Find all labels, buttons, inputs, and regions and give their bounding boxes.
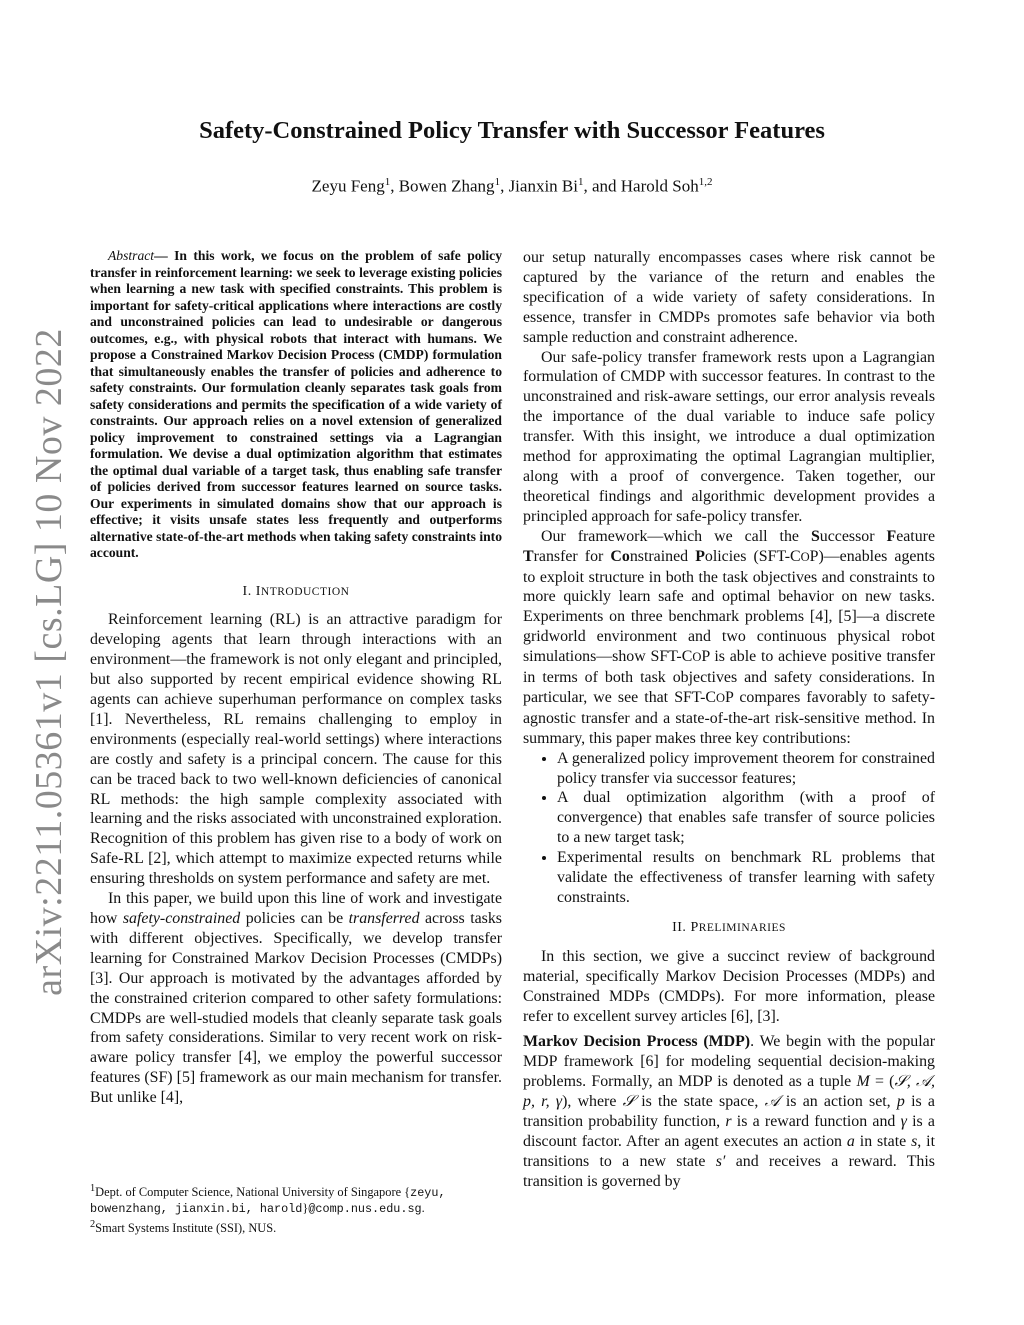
section-title-cap: I [255, 583, 261, 599]
arxiv-stamp [28, 328, 71, 996]
math: M [856, 1073, 870, 1091]
paragraph-heading: Markov Decision Process (MDP) [523, 1033, 751, 1051]
text-span: olicies ( [704, 547, 759, 565]
abstract-text: In this work, we focus on the problem of safe policy transfer in reinforcement learning: we seek to leverage existing policies when learning a new task with specified constraints. This problem is important for safety-critical applications where interactions are costly and unconstrained policies can lead to undesirable or dangerous outcomes, e.g., with physical robots that interact with humans. We propose a Constrained Markov Decision Process (CMDP) formulation that simultaneously enables the transfer of policies and adherence to safety constraints. Our formulation cleanly separates task goals from safety considerations and permits the specification of a wide variety of constraints. Our approach relies on a novel extension of generalized policy improvement to constrained settings via a Lagrangian formulation. We devise a dual optimization algorithm that estimates the optimal dual variable of a target task, thus enabling safe transfer of policies derived from successor features learned on source tasks. Our experiments in simulated domains show that our approach is effective; it visits unsafe states less frequently and outperforms alternative state-of-the-art methods when taking safety constraints into account. [90, 248, 502, 560]
left-column [90, 248, 502, 1108]
method-name-end: P [809, 547, 819, 565]
author-name: Jianxin Bi [508, 176, 578, 196]
method-name-sc: O [692, 650, 702, 665]
method-name: SFT-C [758, 547, 801, 565]
text-span: )—enables agents to exploit structure in both the task objectives and constraints to more quickly learn safe and optimal behavior on new tasks. Experiments on three benchmark problems [4], [5]—a discrete gridworld environment and two continuous physical robot simulations—show [523, 547, 935, 666]
mdp-paragraph [523, 1032, 935, 1191]
emphasis: transferred [348, 910, 420, 927]
math: ), where [562, 1093, 623, 1111]
section-heading-preliminaries [523, 918, 935, 939]
acronym-letter: F [886, 527, 897, 545]
section-title-rest: RELIMINARIES [698, 921, 786, 934]
list-item: • Experimental results on benchmark RL problems that validate the effectiveness of transfer learning with safety constraints. [557, 848, 935, 908]
text-span: is the state space, [634, 1093, 765, 1111]
method-name-end: P [725, 688, 734, 706]
paper-title: Safety-Constrained Policy Transfer with Successor Features [199, 117, 825, 144]
email: @comp.nus.edu.sg [308, 1202, 422, 1217]
math: r [725, 1113, 732, 1131]
footnote-marker: 2 [90, 1219, 96, 1231]
text-span: Our framework—which we call the [541, 527, 811, 545]
footnote-line [90, 1217, 502, 1236]
right-column [523, 248, 935, 1192]
method-name-sc: O [716, 690, 726, 705]
text-span: is able to achieve positive transfer in terms of both task objectives and safety considerations. In particular, we see that [523, 648, 935, 706]
math: 𝒮, 𝒜, p, r, γ [523, 1073, 936, 1111]
acronym-letter: S [810, 527, 820, 545]
intro-paragraph [90, 889, 502, 1108]
text-span: is an action set, [779, 1093, 897, 1111]
text-span: , it transitions to a new state [523, 1132, 935, 1170]
footnote [90, 1181, 502, 1236]
math: a [846, 1132, 855, 1150]
math: p [896, 1093, 905, 1111]
author-affiliation: 1 [494, 176, 501, 188]
text-span: and receives a reward. This transition is governed by [523, 1152, 935, 1190]
acronym-letter: Co [610, 547, 630, 565]
author-separator: , [390, 176, 399, 196]
math: 𝒮 [622, 1093, 635, 1111]
footnote-text: } [302, 1201, 309, 1216]
contribution-list [523, 749, 935, 908]
author-affiliation: 1 [384, 176, 391, 188]
footnote-text: Smart Systems Institute (SSI), NUS. [95, 1221, 277, 1236]
text-span: nstrained [629, 547, 696, 565]
acronym-letter: T [523, 547, 534, 565]
section-number: II. [672, 919, 691, 935]
text-span: compares favorably to safety-agnostic transfer and a state-of-the-art risk-sensitive method. In summary, this paper makes three key contributions: [523, 688, 935, 747]
text-span: in state [854, 1132, 912, 1150]
text-span: is a discount factor. After an agent executes an action [523, 1113, 935, 1150]
math: s [911, 1132, 918, 1150]
emphasis: safety-constrained [122, 910, 241, 927]
list-item: • A generalized policy improvement theorem for constrained policy transfer via successor features; [557, 749, 935, 789]
list-item: • A dual optimization algorithm (with a proof of convergence) that enables safe transfer of source policies to a new target task; [557, 788, 935, 848]
author-name: Bowen Zhang [398, 176, 495, 196]
author-separator: , [500, 176, 509, 196]
author-list [0, 176, 1024, 197]
author-name: Harold Soh [620, 176, 699, 196]
email: bowenzhang, jianxin.bi, harold [90, 1202, 303, 1217]
text-span: across tasks with different objectives. Specifically, we develop transfer learning for Constrained Markov Decision Processes (CMDPs) [3]. Our approach is motivated by the advantages afforded by the constrained criterion compared to other safety formulations: CMDPs are well-studied models that cleanly separate task goals from safety considerations. Similar to very recent work on risk-aware policy transfer [4], we employ the powerful successor features (SF) [5] framework as our main mechanism for transfer. But unlike [4], [90, 910, 502, 1107]
text-span: ransfer for [533, 547, 611, 565]
text-span: In this paper, we build upon this line of work and investigate how [90, 890, 502, 927]
body-paragraph [523, 527, 935, 749]
acronym-letter: P [695, 547, 705, 565]
footnote-marker: 1 [90, 1183, 96, 1194]
method-name-end: P [701, 648, 710, 666]
abstract [90, 248, 502, 562]
body-paragraph: In this section, we give a succinct review of background material, specifically Markov Decision Processes (MDPs) and Constrained MDPs (CMDPs). For more information, please refer to excellent survey articles [6], [3]. [523, 947, 935, 1025]
author-name: Zeyu Feng [311, 176, 385, 196]
arxiv-stamp-text: arXiv:2211.05361v1 [cs.LG] 10 Nov 2022 [28, 328, 71, 996]
footnote-line [90, 1181, 502, 1201]
footnote-line [90, 1201, 502, 1217]
text-span: is a reward function and [731, 1113, 901, 1131]
body-paragraph: Our safe-policy transfer framework rests upon a Lagrangian formulation of CMDP with successor features. In contrast to the unconstrained and risk-aware settings, our error analysis reveals the importance of the dual variable to induce safe policy transfer. With this insight, we introduce a dual optimization method for approximating the optimal Lagrangian multiplier, along with a proof of convergence. Taken together, our theoretical findings and algorithmic development provides a principled approach for safe-policy transfer. [523, 348, 935, 525]
abstract-label: Abstract [108, 248, 155, 263]
section-number: I. [242, 583, 256, 599]
method-name: SFT-C [650, 648, 693, 666]
footnote-text: Dept. of Computer Science, National University of Singapore { [95, 1185, 411, 1200]
author-separator: , and [583, 176, 621, 196]
intro-paragraph: Reinforcement learning (RL) is an attractive paradigm for developing agents that learn through interactions with an environment—the framework is not only elegant and principled, but also supported by recent empirical evidence showing RL agents can achieve superhuman performance on complex tasks [1]. Nevertheless, RL remains challenging to employ in environments (especially real-world settings) where interactions are costly and safety is a principal concern. The cause for this can be traced back to two well-known deficiencies of canonical RL methods: the high sample complexity associated with learning and the risks associated with unconstrained exploration. Recognition of this problem has given rise to a body of work on Safe-RL [2], which attempt to maximize expected returns while ensuring thresholds on system performance and safety are met. [90, 611, 502, 888]
section-heading-introduction [90, 582, 502, 603]
section-title-rest: NTRODUCTION [260, 585, 350, 598]
text-span: uccessor [819, 527, 887, 545]
method-name-sc: O [800, 549, 810, 564]
text-span: policies can be [240, 910, 349, 927]
email: zeyu, [410, 1186, 446, 1201]
text-span: is a transition probability function, [523, 1093, 935, 1131]
math: = ( [869, 1073, 895, 1091]
body-paragraph: our setup naturally encompasses cases where risk cannot be captured by the variance of the return and enables the specification of a wide variety of safety considerations. In essence, transfer in CMDPs promotes safe behavior via both sample reduction and constraint adherence. [523, 249, 935, 346]
author-affiliation: 1,2 [698, 176, 713, 188]
section-title-cap: P [690, 919, 699, 935]
footnote-text: . [421, 1201, 425, 1216]
text-span: eature [896, 527, 936, 545]
math: γ [900, 1113, 907, 1131]
author-affiliation: 1 [577, 176, 584, 188]
math: s′ [715, 1152, 726, 1170]
method-name: SFT-C [674, 688, 717, 706]
math: 𝒜 [764, 1093, 780, 1111]
abstract-dash: — [154, 248, 175, 263]
text-span: . We begin with the popular MDP framework [6] for modeling sequential decision-making problems. Formally, an MDP is denoted as a tuple [523, 1033, 935, 1091]
